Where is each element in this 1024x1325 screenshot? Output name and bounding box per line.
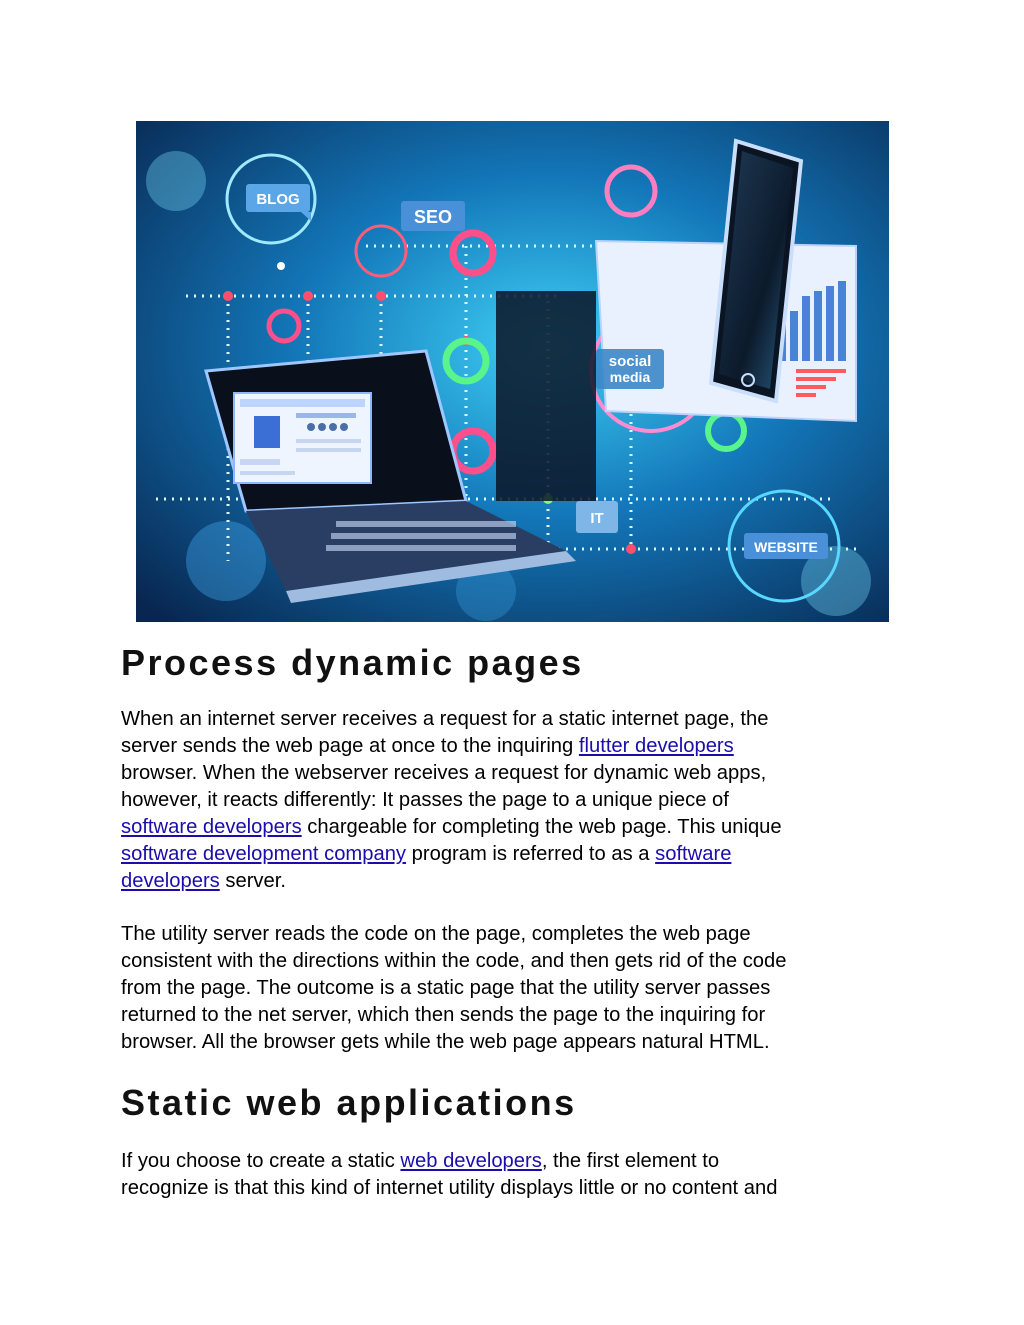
website-label: WEBSITE (754, 539, 818, 555)
dark-panel (496, 291, 596, 501)
paragraph-line: returned to the net server, which then sends the page to the inquiring for (121, 1004, 766, 1026)
link-flutter-developers[interactable]: flutter developers (578, 735, 734, 757)
paragraph-line (121, 733, 911, 760)
text-fragment: program is referred to as a (406, 843, 656, 865)
link-software-developers-server-part1[interactable]: software (655, 843, 732, 865)
paragraph-line (121, 814, 911, 841)
text-fragment: server sends the web page at once to the inquiring (121, 735, 579, 757)
paragraph-line: however, it reacts differently: It passes the page to a unique piece of (121, 789, 729, 811)
heading-process-dynamic-pages: Process dynamic pages (121, 642, 584, 683)
hero-illustration (136, 121, 889, 622)
paragraph-line: recognize is that this kind of internet utility displays little or no content and (121, 1177, 778, 1199)
paragraph-line: When an internet server receives a request for a static internet page, the (121, 708, 769, 730)
paragraph-line (121, 841, 911, 868)
link-software-developers-server-part2[interactable]: developers (121, 870, 220, 892)
paragraph-line: The utility server reads the code on the page, completes the web page (121, 923, 751, 945)
link-web-developers[interactable]: web developers (400, 1150, 542, 1172)
paragraph-utility-server (121, 921, 911, 1056)
paragraph-line (121, 1148, 911, 1175)
paragraph-line: from the page. The outcome is a static page that the utility server passes (121, 977, 771, 999)
paragraph-dynamic-pages (121, 706, 911, 895)
media-label: media (609, 369, 651, 385)
text-fragment: If you choose to create a static (121, 1150, 401, 1172)
heading-static-web-applications: Static web applications (121, 1082, 577, 1123)
link-software-development-company[interactable]: software development company (121, 843, 407, 865)
social-label: social (608, 353, 652, 370)
social-media-bubble (596, 349, 664, 389)
text-fragment: server. (219, 870, 286, 892)
paragraph-line: browser. When the webserver receives a request for dynamic web apps, (121, 762, 767, 784)
it-bubble (576, 501, 618, 533)
paragraph-static-web-apps (121, 1148, 911, 1202)
link-software-developers[interactable]: software developers (121, 816, 302, 838)
paragraph-line: browser. All the browser gets while the web page appears natural HTML. (121, 1031, 770, 1053)
it-label: IT (590, 510, 604, 527)
website-bubble (744, 533, 828, 559)
seo-bubble (401, 201, 465, 231)
text-fragment: , the first element to (541, 1150, 720, 1172)
seo-label: SEO (413, 207, 453, 227)
paragraph-line (121, 868, 911, 895)
blog-label: BLOG (256, 191, 300, 208)
hero-image (136, 121, 889, 622)
text-fragment: chargeable for completing the web page. This unique (301, 816, 782, 838)
website-card (234, 393, 371, 483)
paragraph-line: consistent with the directions within the code, and then gets rid of the code (121, 950, 787, 972)
